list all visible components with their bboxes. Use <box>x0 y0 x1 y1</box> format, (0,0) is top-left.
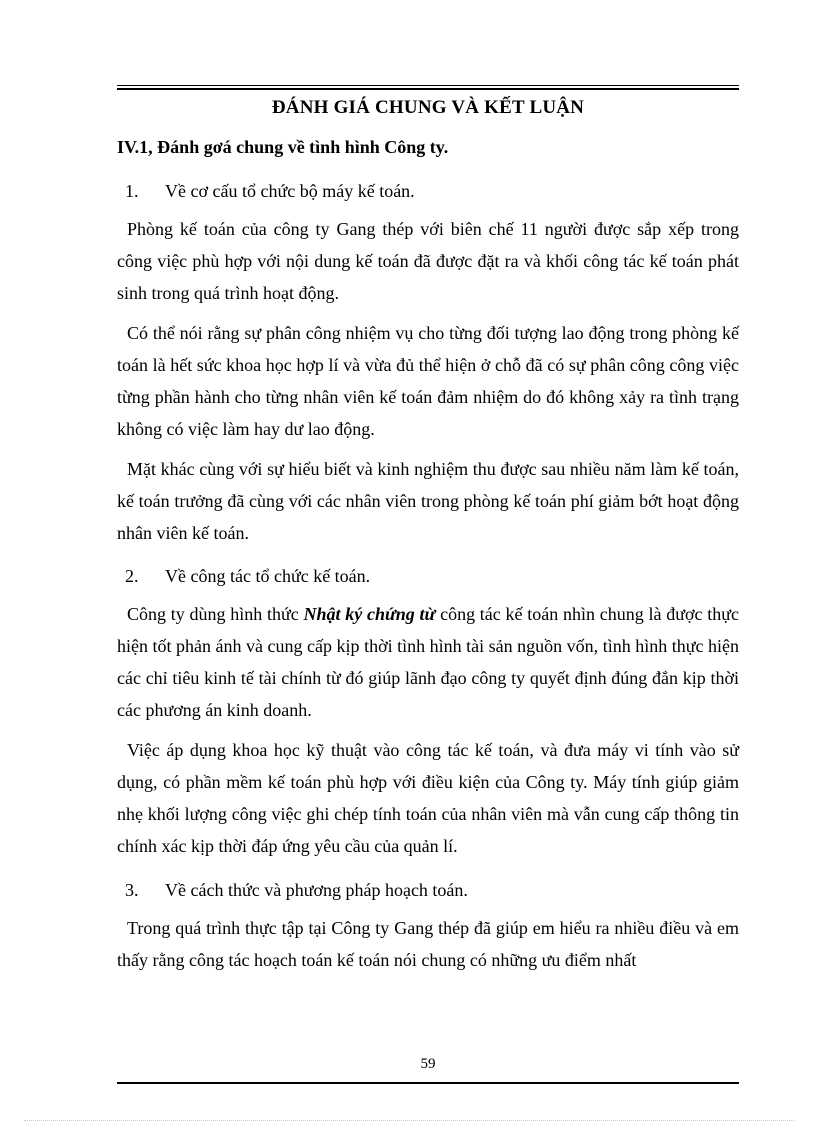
paragraph-suffix: công tác kế toán nhìn chung là được thực hiện tốt phản ánh và cung cấp kịp thời tình hình tài sản nguồn vốn, tình hình thực hiện các chỉ tiêu kinh tế tài chính từ đó giúp lãnh đạo công ty quyết định đúng đắn kịp thời các phương án kinh doanh. <box>117 604 739 720</box>
list-item-2 <box>125 566 370 587</box>
paragraph: Mặt khác cùng với sự hiểu biết và kinh nghiệm thu được sau nhiều năm làm kế toán, kế toán trưởng đã cùng với các nhân viên trong phòng kế toán phí giảm bớt hoạt động nhân viên kế toán. <box>117 459 739 543</box>
section-heading: IV.1, Đánh gơá chung về tình hình Công ty. <box>117 137 449 157</box>
paragraph: Trong quá trình thực tập tại Công ty Gang thép đã giúp em hiểu ra nhiều điều và em thấy rằng công tác hoạch toán kế toán nói chung có những ưu điểm nhất <box>117 918 739 970</box>
list-item-number: 2. <box>125 566 139 586</box>
paragraph: Có thể nói rằng sự phân công nhiệm vụ cho từng đối tượng lao động trong phòng kế toán là hết sức khoa học hợp lí và vừa đủ thể hiện ở chỗ đã có sự phân công công việc từng phần hành cho từng nhân viên kế toán đảm nhiệm do đó không xảy ra tình trạng không có việc làm hay dư lao động. <box>117 323 739 439</box>
paragraph <box>117 598 739 726</box>
page-number: 59 <box>420 1056 436 1072</box>
list-item-text: Về cách thức và phương pháp hoạch toán. <box>165 880 468 900</box>
paragraph: Việc áp dụng khoa học kỹ thuật vào công tác kế toán, và đưa máy vi tính vào sử dụng, có phần mềm kế toán phù hợp với điều kiện của Công ty. Máy tính giúp giảm nhẹ khối lượng công việc ghi chép tính toán của nhân viên mà vẫn cung cấp thông tin chính xác kịp thời đáp ứng yêu cầu của quản lí. <box>117 740 739 856</box>
page-title: ĐÁNH GIÁ CHUNG VÀ KẾT LUẬN <box>271 97 585 118</box>
header-double-rule <box>117 85 739 90</box>
list-item-number: 3. <box>125 880 139 900</box>
emphasis-term: Nhật ký chứng từ <box>303 604 436 624</box>
list-item-number: 1. <box>125 181 139 201</box>
list-item-3 <box>125 880 468 901</box>
list-item-1 <box>125 181 415 202</box>
paragraph: Phòng kế toán của công ty Gang thép với biên chế 11 người được sắp xếp trong công việc phù hợp với nội dung kế toán đã được đặt ra và khối công tác kế toán phát sinh trong quá trình hoạt động. <box>117 219 739 303</box>
page-edge-dotted-line <box>24 1120 794 1121</box>
footer-rule <box>117 1082 739 1084</box>
paragraph-prefix: Công ty dùng hình thức <box>127 604 304 624</box>
list-item-text: Về công tác tổ chức kế toán. <box>165 566 371 586</box>
list-item-text: Về cơ cấu tổ chức bộ máy kế toán. <box>165 181 415 201</box>
